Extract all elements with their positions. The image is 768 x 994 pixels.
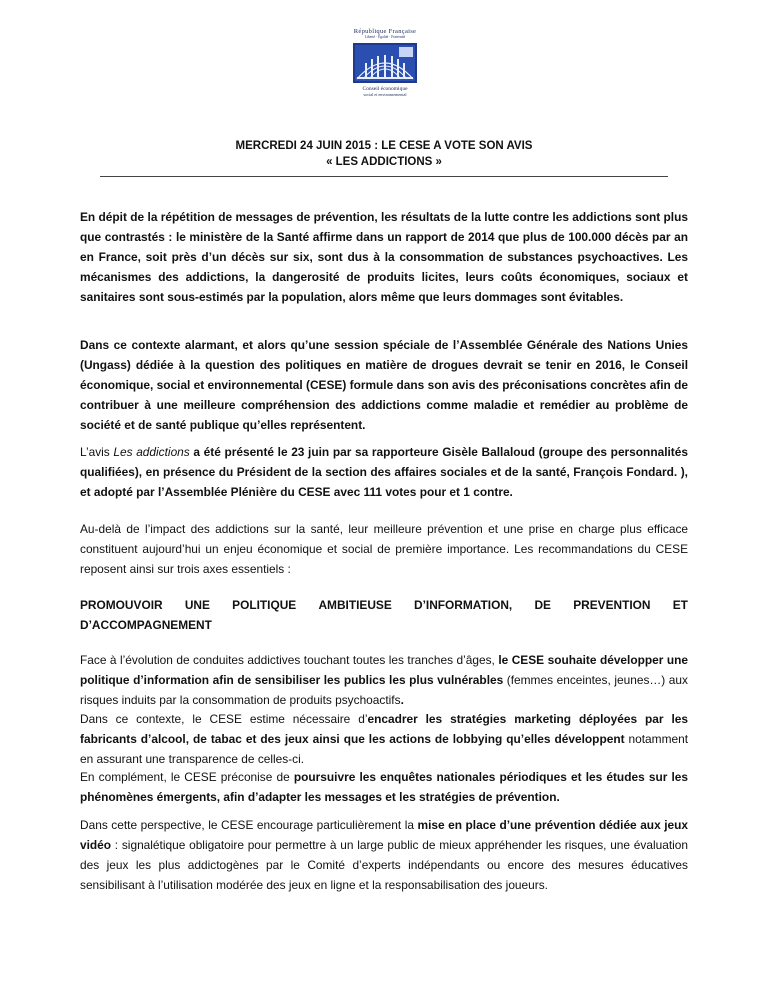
emphasis-run: encadrer les stratégies marketing déployées par les fabricants d’alcool, de tabac et des jeux ainsi que les actions de lobbying qu’elles développent [80, 712, 688, 746]
recommendation-information [80, 650, 688, 710]
emphasis-run: . [400, 693, 404, 707]
emphasis-run: poursuivre les enquêtes nationales périodiques et les études sur les phénomènes émergents, afin d’adapter les messages et les stratégies de prévention. [80, 770, 689, 804]
emphasis-run: mise en place d’une prévention dédiée aux jeux vidéo [80, 818, 688, 852]
logo-motto: Liberté · Égalité · Fraternité [364, 35, 406, 39]
presentation-paragraph [80, 442, 688, 502]
heading-line2: D’ACCOMPAGNEMENT [80, 618, 212, 632]
hemicycle-emblem-icon [351, 41, 419, 85]
recommendation-marketing [80, 709, 688, 769]
context-paragraph: Dans ce contexte alarmant, et alors qu’une session spéciale de l’Assemblée Générale des Nations Unies (Ungass) dédiée à la question des politiques en matière de drogues devrait se tenir en 2016, le Conseil économique, social et environnemental (CESE) formule dans son avis des préconisations concrètes afin de contribuer à une meilleure compréhension des addictions comme maladie et remédier au problème de société et de santé publique qu’elles représentent. [80, 338, 688, 432]
section-heading [80, 595, 688, 635]
heading-word: PREVENTION [573, 598, 651, 612]
text-run: Dans ce contexte, le CESE estime nécessaire d’ [80, 712, 368, 726]
recommendation-video-games [80, 815, 688, 895]
text-run: Dans cette perspective, le CESE encourage particulièrement la [80, 818, 418, 832]
text-run: notamment en assurant une transparence de celles-ci. [80, 732, 688, 766]
text-run: En complément, le CESE préconise de [80, 770, 294, 784]
heading-word: UNE [184, 598, 210, 612]
stakes-paragraph: Au-delà de l’impact des addictions sur la santé, leur meilleure prévention et une prise en charge plus efficace constituent aujourd’hui un enjeu économique et social de première importance. Les recommandations du CESE reposent ainsi sur trois axes essentiels : [80, 522, 688, 576]
text-run: (femmes enceintes, jeunes…) aux risques induits par la consommation de produits psychoactifs [80, 673, 688, 707]
logo-social: social et environnemental [363, 92, 407, 97]
heading-word: POLITIQUE [232, 598, 297, 612]
recommendation-surveys [80, 767, 688, 807]
text-run: Face à l’évolution de conduites addictives touchant toutes les tranches d’âges, [80, 653, 499, 667]
title-divider [100, 176, 668, 177]
press-title-line2: « LES ADDICTIONS » [326, 156, 442, 168]
text-run: : signalétique obligatoire pour permettre à un large public de mieux appréhender les risques, une évaluation des jeux les plus addictogènes par le Comité d’experts indépendants ou encore des mesures éducatives sensibilisant à l’utilisation modérée des jeux en ligne et la responsabilisation des joueurs. [80, 838, 688, 892]
heading-word: D’INFORMATION, [414, 598, 513, 612]
presentation-lead: L’avis [80, 445, 114, 459]
heading-word: PROMOUVOIR [80, 598, 163, 612]
logo-conseil: Conseil économique [362, 86, 408, 92]
cese-logo [335, 28, 435, 108]
intro-paragraph: En dépit de la répétition de messages de prévention, les résultats de la lutte contre les addictions sont plus que contrastés : le ministère de la Santé affirme dans un rapport de 2014 que plus de 100.000 décès par an en France, soit près d’un décès sur six, sont dus à la consommation de substances psychoactives. Les mécanismes des addictions, la dangerosité de produits licites, leurs coûts économiques, sociaux et sanitaires sont sous-estimés par la population, alors même que leurs dommages sont évitables. [80, 210, 688, 304]
press-title-line1: MERCREDI 24 JUIN 2015 : LE CESE A VOTE SON AVIS [235, 140, 533, 152]
report-title: Les addictions [113, 445, 190, 459]
heading-word: ET [672, 598, 688, 612]
emphasis-run: le CESE souhaite développer une politique d’information afin de sensibiliser les publics les plus vulnérables [80, 653, 688, 687]
heading-word: AMBITIEUSE [318, 598, 392, 612]
logo-republique: République Française [353, 28, 417, 35]
heading-word: DE [534, 598, 551, 612]
presentation-body: a été présenté le 23 juin par sa rapporteure Gisèle Ballaloud (groupe des personnalités qualifiées), en présence du Président de la section des affaires sociales et de la santé, François Fondard. ), et adopté par l’Assemblée Plénière du CESE avec 111 votes pour et 1 contre. [80, 445, 688, 499]
